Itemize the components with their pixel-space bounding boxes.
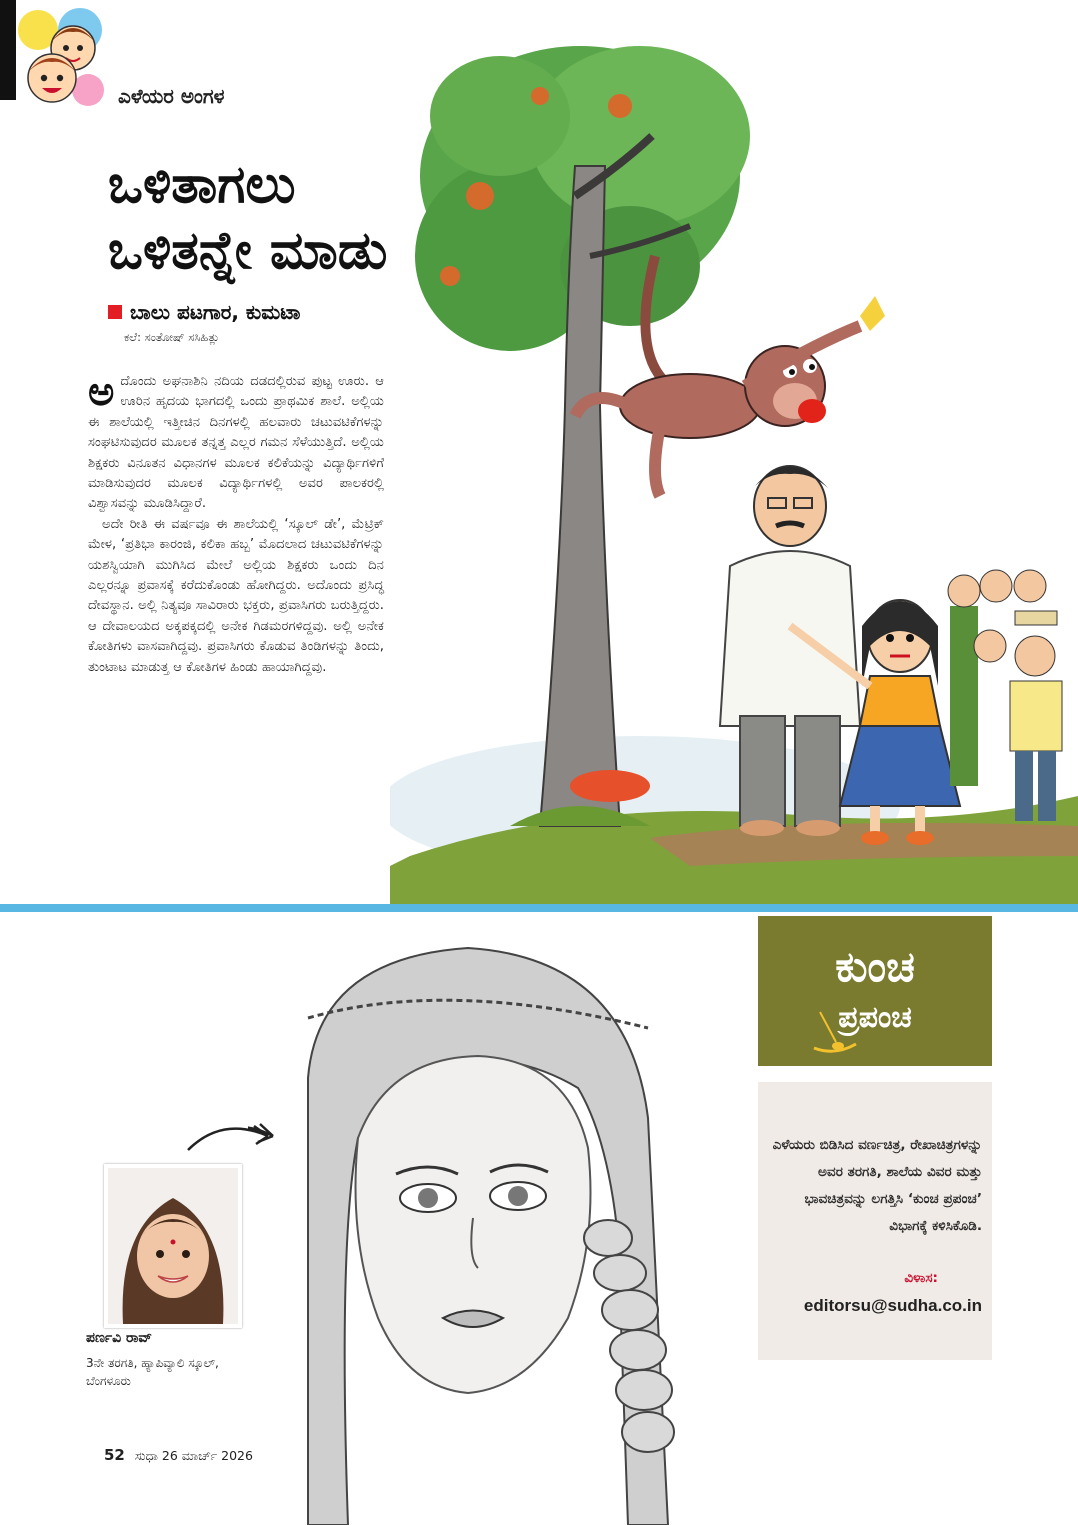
byline [108, 300, 300, 324]
page-footer [104, 1446, 253, 1464]
section-divider [0, 904, 1078, 912]
kids-logo-icon [18, 0, 108, 115]
author-name: ಬಾಲು ಪಟಗಾರ, ಕುಮಟಾ [130, 300, 301, 324]
magazine-issue: ಸುಧಾ 26 ಮಾರ್ಚ್ 2026 [134, 1448, 253, 1463]
drop-cap: ಅ [88, 368, 115, 415]
kuncha-prapancha-header [758, 916, 992, 1066]
story-title [108, 152, 428, 284]
paragraph-1 [88, 368, 384, 515]
story-illustration [390, 26, 1078, 906]
submission-info-box [758, 1082, 992, 1360]
artist-credit: ಕಲೆ: ಸಂತೋಷ್ ಸಸಿಹಿತ್ಲು [124, 330, 220, 344]
brush-icon [810, 1008, 860, 1056]
arrow-icon [182, 1112, 278, 1156]
email-link[interactable]: editorsu@sudha.co.in [803, 1296, 982, 1315]
pencil-sketch-artwork [248, 938, 718, 1525]
section-label: ಎಳೆಯರ ಅಂಗಳ [118, 84, 225, 108]
header-black-bar [0, 0, 16, 100]
child-portrait-image [108, 1168, 238, 1324]
address-label: ವಿಳಾಸ: [904, 1270, 938, 1286]
kuncha-title-line-1: ಕುಂಚ [835, 942, 915, 991]
title-line-1: ಒಳಿತಾಗಲು [108, 154, 296, 215]
submission-instructions: ಎಳೆಯರು ಬಿಡಿಸಿದ ವರ್ಣಚಿತ್ರ, ರೇಖಾಚಿತ್ರಗಳನ್ನು ಅವರ ತರಗತಿ, ಶಾಲೆಯ ವಿವರ ಮತ್ತು ಭಾವಚಿತ್ರವನ್ನು ಲಗತ್ತಿಸಿ ‘ಕುಂಚ ಪ್ರಪಂಚ’ ವಿಭಾಗಕ್ಕೆ ಕಳಿಸಿಕೊಡಿ. [772, 1137, 982, 1234]
paragraph-2: ಅದೇ ರೀತಿ ಈ ವರ್ಷವೂ ಈ ಶಾಲೆಯಲ್ಲಿ ‘ಸ್ಕೂಲ್ ಡೇ’, ಮೆಟ್ರಿಕ್ ಮೇಳ, ‘ಪ್ರತಿಭಾ ಕಾರಂಜಿ, ಕಲಿಕಾ ಹಬ್ಬ’ ಮೊದಲಾದ ಚಟುವಟಿಕೆಗಳನ್ನು ಯಶಸ್ವಿಯಾಗಿ ಮುಗಿಸಿದ ಮೇಲೆ ಅಲ್ಲಿಯ ಶಿಕ್ಷಕರು ಒಂದು ದಿನ ಎಲ್ಲರನ್ನೂ ಪ್ರವಾಸಕ್ಕೆ ಕರೆದುಕೊಂಡು ಹೋಗಿದ್ದರು. ಅದೊಂದು ಪ್ರಸಿದ್ಧ ದೇವಸ್ಥಾನ. ಅಲ್ಲಿ ನಿತ್ಯವೂ ಸಾವಿರಾರು ಭಕ್ತರು, ಪ್ರವಾಸಿಗರು ಬರುತ್ತಿದ್ದರು. ಆ ದೇವಾಲಯದ ಅಕ್ಕಪಕ್ಕದಲ್ಲಿ ಅನೇಕ ಗಿಡಮರಗಳಿದ್ದವು. ಅಲ್ಲಿ ಅನೇಕ ಕೋತಿಗಳು ವಾಸವಾಗಿದ್ದವು. ಪ್ರವಾಸಿಗರು ಕೊಡುವ ತಿಂಡಿಗಳನ್ನು ತಿಂದು, ತುಂಟಾಟ ಮಾಡುತ್ತ ಆ ಕೋತಿಗಳ ಹಿಂಡು ಹಾಯಾಗಿದ್ದವು. [88, 516, 384, 675]
title-line-2: ಒಳಿತನ್ನೇ ಮಾಡು [108, 220, 388, 281]
article-body [88, 368, 384, 678]
child-details: 3ನೇ ತರಗತಿ, ಹ್ಯಾಪಿವ್ಯಾಲಿ ಸ್ಕೂಲ್, ಬೆಂಗಳೂರು [86, 1356, 219, 1388]
page-number: 52 [104, 1446, 125, 1464]
child-photo [104, 1164, 242, 1328]
paragraph-1-text: ದೊಂದು ಅಘನಾಶಿನಿ ನದಿಯ ದಡದಲ್ಲಿರುವ ಪುಟ್ಟ ಊರು. ಆ ಊರಿನ ಹೃದಯ ಭಾಗದಲ್ಲಿ ಒಂದು ಪ್ರಾಥಮಿಕ ಶಾಲೆ. ಅಲ್ಲಿಯ ಈ ಶಾಲೆಯಲ್ಲಿ ಇತ್ತೀಚಿನ ದಿನಗಳಲ್ಲಿ ಹಲವಾರು ಚಟುವಟಿಕೆಗಳನ್ನು ಸಂಘಟಿಸುವುದರ ಮೂಲಕ ತನ್ನತ್ತ ಎಲ್ಲರ ಗಮನ ಸೆಳೆಯುತ್ತಿದೆ. ಅಲ್ಲಿಯ ಶಿಕ್ಷಕರು ವಿನೂತನ ವಿಧಾನಗಳ ಮೂಲಕ ಕಲಿಕೆಯನ್ನು ವಿದ್ಯಾರ್ಥಿಗಳಿಗೆ ಮಾಡಿಸುವುದರ ಮೂಲಕ ವಿದ್ಯಾರ್ಥಿಗಳಲ್ಲಿ ಅವರ ಪಾಲಕರಲ್ಲಿ ವಿಶ್ವಾಸವನ್ನು ಮೂಡಿಸಿದ್ದಾರೆ. [88, 374, 384, 512]
kuncha-title-line-2: ಪ್ರಪಂಚ [838, 1000, 912, 1035]
child-name: ಪರ್ಣವಿ ರಾವ್ [86, 1330, 152, 1346]
red-square-icon [108, 305, 122, 319]
